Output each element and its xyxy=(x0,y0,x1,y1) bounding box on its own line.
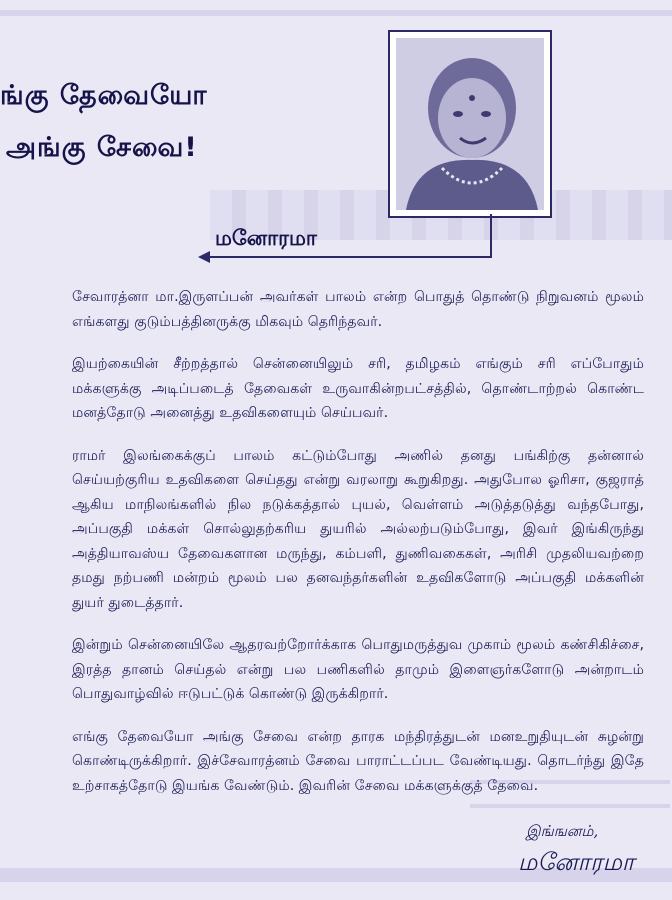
paragraph: இன்றும் சென்னையிலே ஆதரவற்றோர்க்காக பொதுமருத்துவ முகாம் மூலம் கண்சிகிச்சை, இரத்த தானம் செய்தல் என்று பல பணிகளில் தாமும் இளைஞர்களோடு அன்றாடம் பொதுவாழ்வில் ஈடுபட்டுக் கொண்டு இருக்கிறார். xyxy=(72,637,644,702)
signature-line-1: இங்ஙனம், xyxy=(526,822,599,840)
bleed-through-line xyxy=(0,10,672,16)
article-body xyxy=(72,285,644,816)
headline xyxy=(0,70,207,174)
signature xyxy=(518,822,634,879)
frame-connector-line xyxy=(490,214,492,258)
portrait-image xyxy=(396,38,544,210)
portrait-photo xyxy=(396,38,544,210)
headline-line-1: ங்கு தேவையோ xyxy=(0,80,208,111)
paragraph: எங்கு தேவையோ அங்கு சேவை என்ற தாரக மந்திரத்துடன் மனஉறுதியுடன் சுழன்று கொண்டிருக்கிறார். இச்சேவாரத்னம் சேவை பாராட்டப்பட வேண்டியது. தொடர்ந்து இதே உற்சாகத்தோடு இயங்க வேண்டும். இவரின் சேவை மக்களுக்குத் தேவை. xyxy=(72,728,644,794)
paragraph: ராமர் இலங்கைக்குப் பாலம் கட்டும்போது அணில் தனது பங்கிற்கு தன்னால் செய்யற்குரிய உதவிகளை செய்தது என்று வரலாறு கூறுகிறது. அதுபோல ஓரிசா, குஜராத் ஆகிய மாநிலங்களில் நில நடுக்கத்தால் புயல், வெள்ளம் அடுத்தடுத்து வந்தபோது, அப்பகுதி மக்கள் சொல்லுதற்கரிய துயரில் அல்லற்படும்போது, இவர் இங்கிருந்து அத்தியாவஸ்ய தேவைகளான மருந்து, கம்பளி, துணிவகைகள், அரிசி முதலியவற்றை தமது நற்பணி மன்றம் மூலம் பல தனவந்தர்களின் உதவிகளோடு அப்பகுதி மக்களின் துயர் துடைத்தார். xyxy=(72,447,644,611)
name-arrow-line xyxy=(200,256,490,258)
portrait-frame xyxy=(388,30,552,218)
headline-line-2: அங்கு சேவை! xyxy=(6,132,198,163)
signature-line-2: மனோரமா xyxy=(518,848,635,876)
paragraph: சேவாரத்னா மா.இருளப்பன் அவர்கள் பாலம் என்ற பொதுத் தொண்டு நிறுவனம் மூலம் எங்களது குடும்பத்தினருக்கு மிகவும் தெரிந்தவர். xyxy=(72,289,644,330)
author-name: மனோரமா xyxy=(215,226,317,250)
paragraph: இயற்கையின் சீற்றத்தால் சென்னையிலும் சரி, தமிழகம் எங்கும் சரி எப்போதும் மக்களுக்கு அடிப்படைத் தேவைகள் உருவாகின்றபட்சத்தில், தொண்டாற்றல் கொண்ட மனத்தோடு அனைத்து உதவிகளையும் செய்பவர். xyxy=(72,356,644,421)
